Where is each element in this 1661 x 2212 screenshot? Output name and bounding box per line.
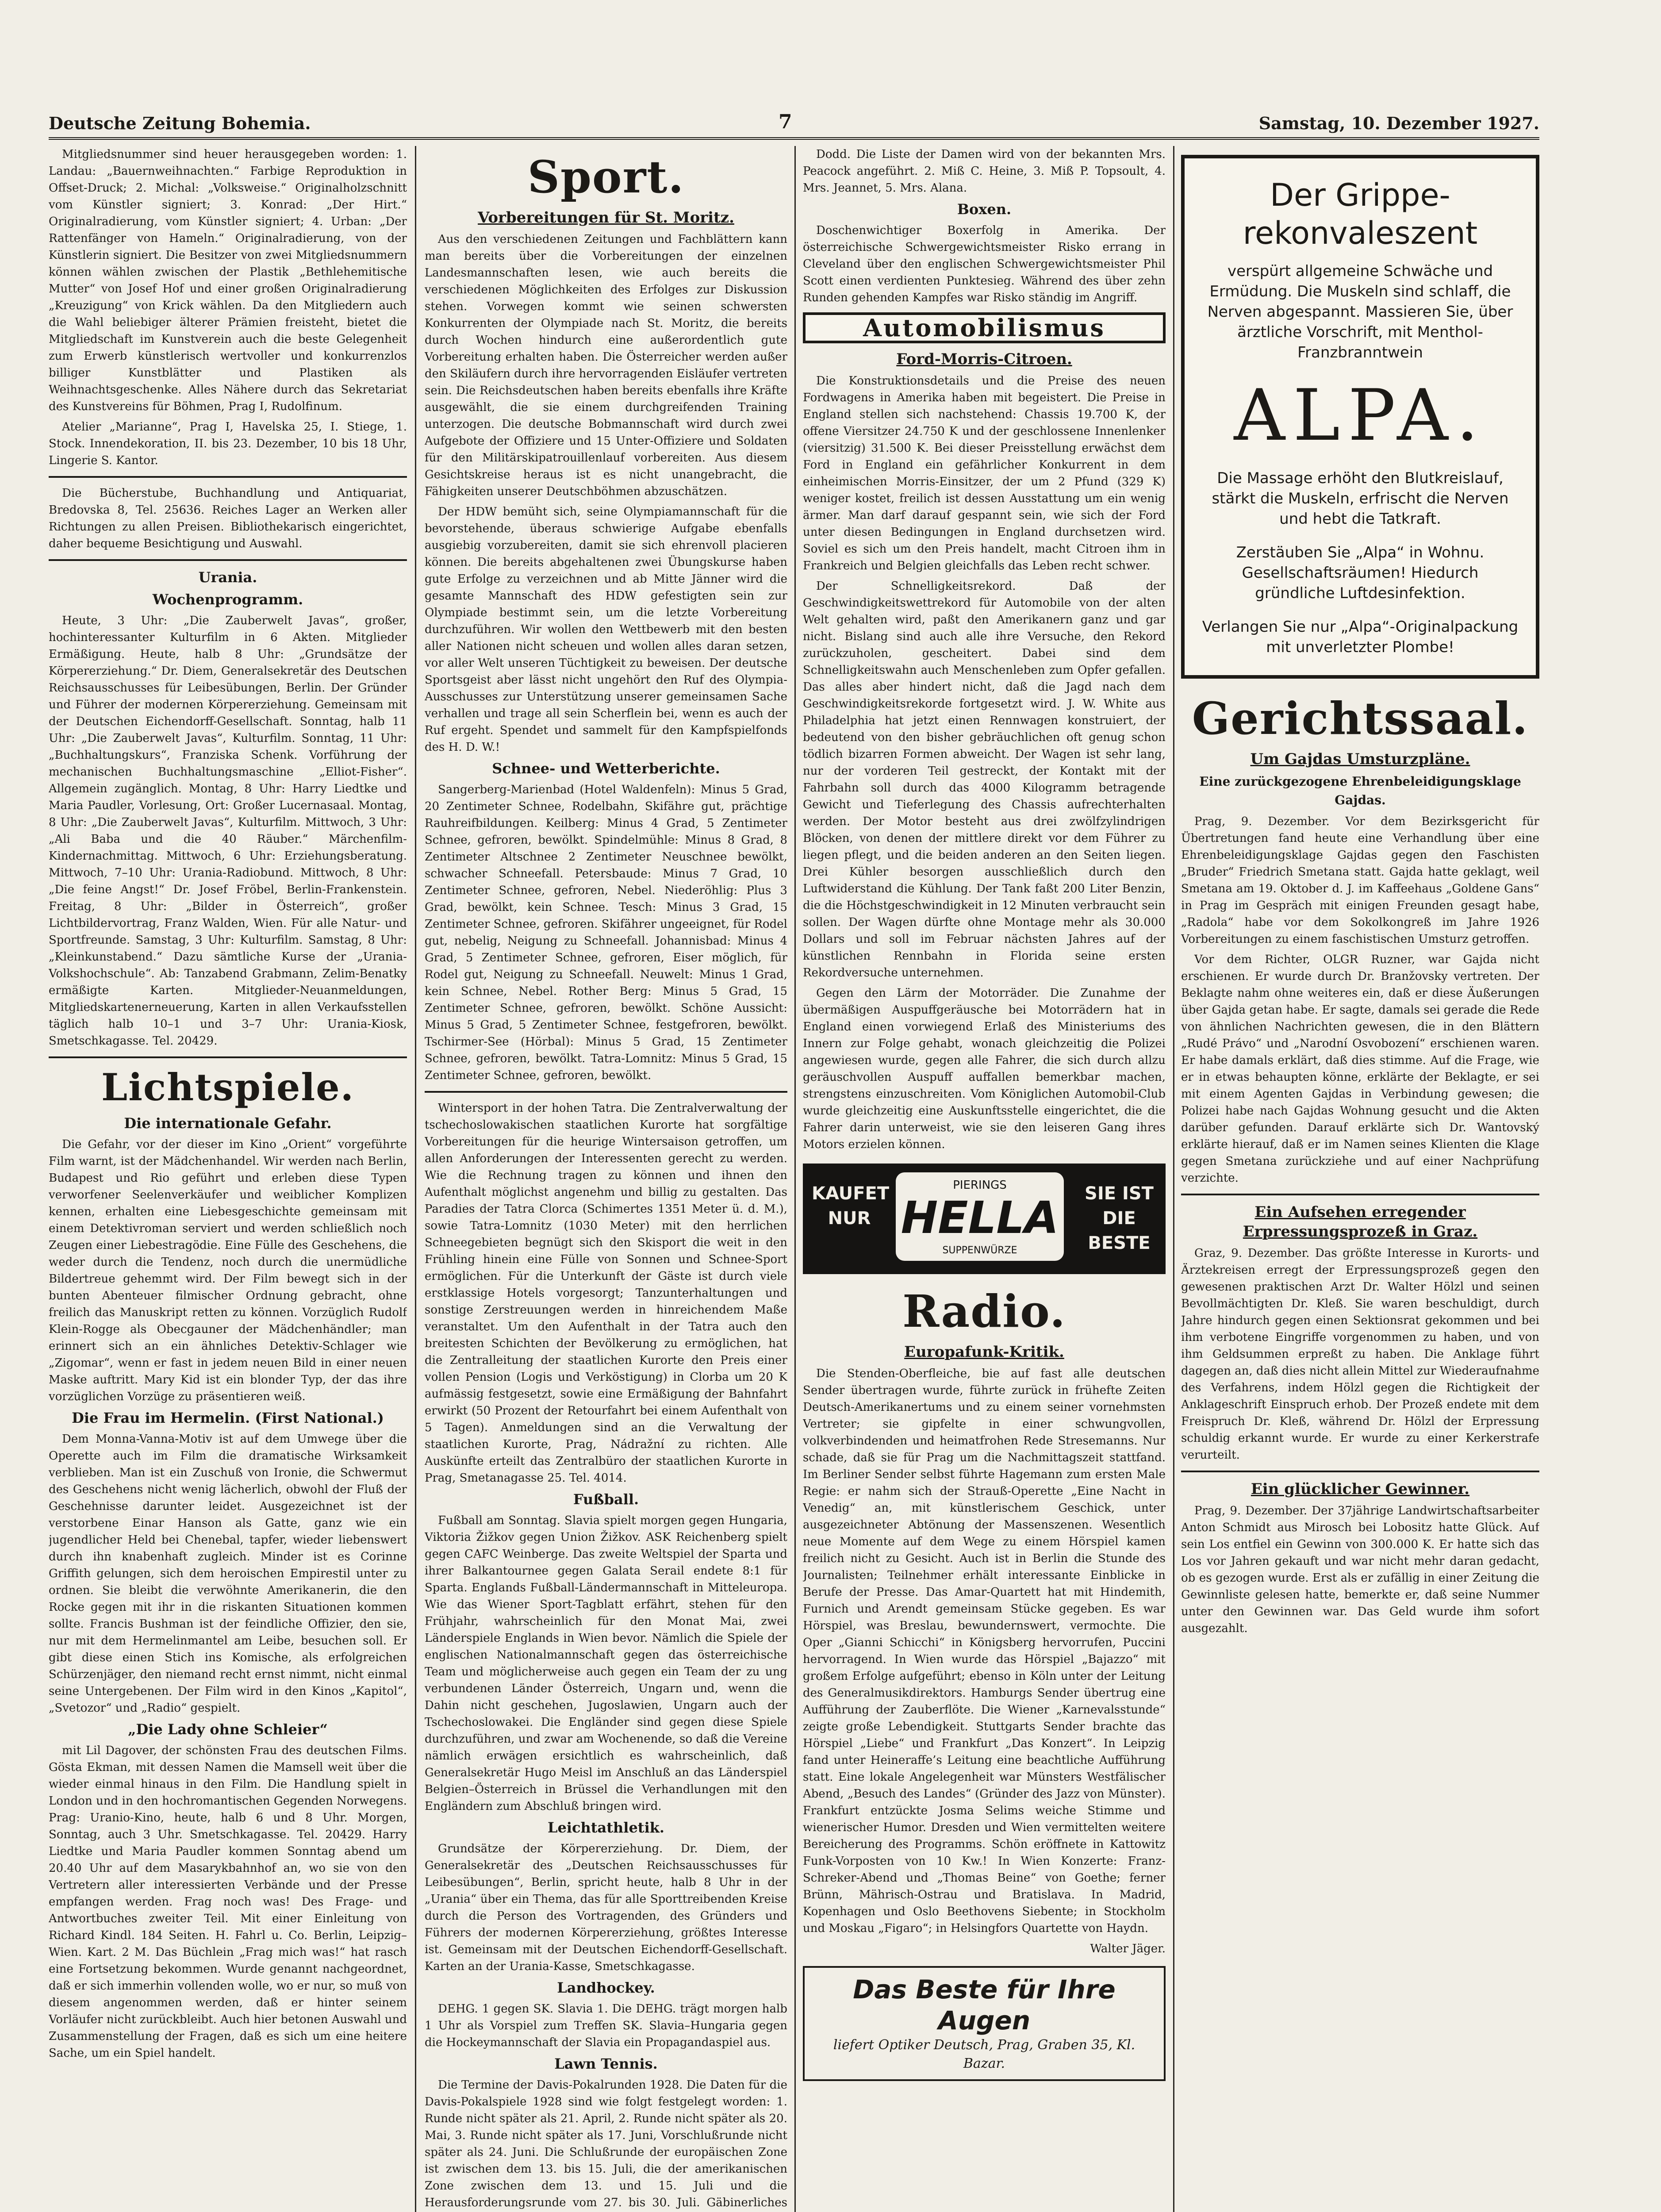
urania-title: Urania. xyxy=(198,569,257,586)
article-paragraph: Dodd. Die Liste der Damen wird von der bekannten Mrs. Peacock angeführt. 2. Miß C. Heine, 3. Miß P. Topsoult, 4. Mrs. Jeannet, 5. Mrs. Alana. xyxy=(803,148,1166,195)
article-headline: Die Frau im Hermelin. (First National.) xyxy=(72,1409,384,1426)
issue-date: Samstag, 10. Dezember 1927. xyxy=(1258,113,1539,133)
article-paragraph: Dem Monna-Vanna-Motiv ist auf dem Umwege über die Operette auch im Film die dramatische Wirksamkeit verblieben. Man ist ein Zuschuß von Ironie, die Schwermut des Geschehens nicht wenig lächerlich, obwohl der Fluß der Geschehnisse darunter leidet. Ausgezeichnet ist der verstorbene Einar Hanson als Gatte, ganz wie ein jugendlicher Held bei Chenebal, tapfer, wieder liebenswert durch ihn knabenhaft zugleich. Minder ist es Corinne Griffith gelungen, sich dem heroischen Empirestil unter zu ordnen. Sie bleibt die verwöhnte Amerikanerin, die den Rocke gegen mit ihr in die riskanten Situationen kommen sollte. Francis Bushman ist der feindliche Offizier, den sie, nur mit dem Hermelinmantel am Leibe, besuchen soll. Er gibt diese einen Stich ins Komische, als erfolgreichen Schürzenjäger, den niemand recht ernst nimmt, nicht einmal seine Untergebenen. Der Film wird in den Kinos „Kapitol“, „Svetozor“ und „Radio“ gespielt. xyxy=(49,1432,407,1715)
column-4 xyxy=(1181,146,1539,2212)
article-headline: Ein Aufsehen erregender Erpressungsprozeß in Graz. xyxy=(1243,1203,1478,1240)
article-paragraph: Die Konstruktionsdetails und die Preise des neuen Fordwagens in Amerika haben mit begeistert. Die Preise in England stellen sich nachstehend: Chassis 19.700 K, der offene Viersitzer 24.750 K und der geschlossene Innenlenker (viersitzig) 31.500 K. Bei dieser Preisstellung erwächst dem Ford in England ein gefährlicher Konkurrent in dem einheimischen Morris-Einsitzer, der um 2 Pfund (329 K) weniger kostet, freilich ist dessen Ausstattung um ein wenig ärmer. Man darf darauf gespannt sein, wie sich der Ford unter diesen Bedingungen in England durchsetzen wird. Soviel es sich um den Preis handelt, macht Citroen ihm in Frankreich und Belgien gleichfalls das Leben recht schwer. xyxy=(803,374,1166,572)
article-headline: Fußball. xyxy=(573,1491,639,1508)
optiker-headline: Das Beste für Ihre Augen xyxy=(853,1974,1116,2035)
article-headline: Ein glücklicher Gewinner. xyxy=(1251,1480,1470,1498)
column-3 xyxy=(803,146,1166,2212)
hella-logo xyxy=(896,1172,1064,1261)
alpa-brand: ALPA. xyxy=(1234,374,1487,457)
article-paragraph: Der HDW bemüht sich, seine Olympiamannschaft für die bevorstehende, überaus schwierige Aufgabe ebenfalls ausgiebig vorzubereiten, damit sie sich ehrenvoll placieren können. Die bereits abgehaltenen zwei Übungskurse haben gute Erfolge zu verzeichnen und ab Mitte Jänner wird die gesamte Mannschaft des HDW gefestigten sein zur Olympiade bestimmt sein, um die letzte Vorbereitung durchzuführen. Wir wollen den Wettbewerb mit den besten aller Nationen nicht scheuen und wollen alles daran setzen, vor aller Welt unseren Tüchtigkeit zu beweisen. Der deutsche Sportsgeist aber lässt nicht ungehört den Ruf des Olympia-Ausschusses zur Unterstützung unserer gemeinsamen Sache verhallen und trage all sein Scherflein bei, wenn es auch der Ruf ergeht. Spendet und sammelt für den Kampfspielfonds des H. D. W.! xyxy=(425,505,787,754)
article-paragraph: Graz, 9. Dezember. Das größte Interesse in Kurorts- und Ärztekreisen erregt der Erpressungsprozeß gegen den gewesenen praktischen Arzt Dr. Walter Hölzl und seinen Bevollmächtigten Dr. Kleß. Sie waren beschuldigt, durch Jahre hindurch gegen einen Sektionsrat gekommen und bei ihm verbotene Eingriffe vorgenommen zu haben, und von ihm Geldsummen erpreßt zu haben. Die Anklage führt dagegen an, daß dies nicht allein Mittel zur Wiederaufnahme des Verfahrens, indem Hölzl gegen die Richtigkeit der Anklageschrift Einspruch erhob. Der Prozeß endete mit dem Freispruch Dr. Kleß, während Dr. Hölzl der Erpressung schuldig erkannt wurde. Er wurde zu einer Kerkerstrafe verurteilt. xyxy=(1181,1247,1539,1462)
column-rule xyxy=(1173,146,1174,2212)
article-paragraph: Der Schnelligkeitsrekord. Daß der Geschwindigkeitswettrekord für Automobile von der alten Welt gehalten wird, paßt den Amerikanern ganz und gar nicht. Bislang sind auch alle ihre Versuche, den Rekord zurückzuholen, gescheitert. Dabei sind dem Schnelligkeitswahn auch Menschenleben zum Opfer gefallen. Das alles aber hindert nicht, daß die Jagd nach dem Geschwindigkeitsrekorde fortgesetzt wird. J. W. White aus Philadelphia hat jetzt einen Rennwagen konstruiert, der bedeutend von den bisher gebräuchlichen oft genug schon tödlich bizarren Formen abweicht. Der Wagen ist sehr lang, nur der vorderen Teil gestreckt, der Kontakt mit der Fahrbahn soll durch das 4000 Kilogramm betragende Gewicht und Tieferlegung des Chassis aufrechterhalten werden. Der Motor besteht aus drei zwölfzylindrigen Blöcken, von denen der mittlere direkt vor dem Führer zu liegen pflegt, und die beiden anderen an den Seiten liegen. Drei Kühler besorgen ausschließlich durch den Luftwiderstand die Kühlung. Der Tank faßt 200 Liter Benzin, die die Höchstgeschwindigkeit in 12 Minuten verbraucht sein sollen. Der Wagen dürfte ohne Montage mehr als 30.000 Dollars und soll im Februar nächsten Jahres auf der künstlichen Rennbahn in Florida seine ersten Rekordversuche unternehmen. xyxy=(803,580,1166,979)
article-headline: Schnee- und Wetterberichte. xyxy=(492,760,720,777)
author-signature: Walter Jäger. xyxy=(1090,1942,1166,1955)
alpa-text: Die Massage erhöht den Blutkreislauf, stärkt die Muskeln, erfrischt die Nerven und hebt die Tatkraft. xyxy=(1212,469,1509,528)
page-number: 7 xyxy=(779,111,792,133)
optiker-address: liefert Optiker Deutsch, Prag, Graben 35, Kl. Bazar. xyxy=(833,2037,1135,2071)
section-title-sport: Sport. xyxy=(527,151,685,203)
article-paragraph: Die Gefahr, vor der dieser im Kino „Orient“ vorgeführte Film warnt, ist der Mädchenhandel. Wir werden nach Berlin, Budapest und Rio geführt und erleben diese Typen verworfener Seelenverkäufer und weiblicher Komplizen kennen, erhalten eine Liebesgeschichte gemeinsam mit einem Detektivroman serviert und werden schließlich noch Zeugen einer Liebestragödie. Eine Fülle des Geschehens, die weder durch die Tendenz, noch durch die unermüdliche Bildertreue gehemmt wird. Der Film bewegt sich in der bunten Abenteuer filmischer Ordnung gebracht, ohne freilich das Manuskript retten zu können. Vorzüglich Rudolf Klein-Rogge als Obecgauner der Mädchenhändler; man erinnert sich an ein ähnliches Detektiv-Schlager wie „Zigomar“, wenn er fast in jedem neuen Bild in einer neuen Maske auftritt. Mary Kid ist ein blonder Typ, der das ihre vorzüglichen Vorzüge zu präsentieren weiß. xyxy=(49,1138,407,1403)
article-paragraph: Sangerberg-Marienbad (Hotel Waldenfeln): Minus 5 Grad, 20 Zentimeter Schnee, Rodelbahn, Skifähre gut, prächtige Rauhreifbildungen. Keilberg: Minus 4 Grad, 5 Zentimeter Schnee, gefroren, bewölkt. Spindelmühle: Minus 8 Grad, 8 Zentimeter Altschnee 2 Zentimeter Neuschnee bewölkt, schwacher Schneefall. Petersbaude: Minus 7 Grad, 10 Zentimeter Schnee, gefroren, Nebel. Niederöhlig: Plus 3 Grad, bewölkt, kein Schnee. Tesch: Minus 3 Grad, 15 Zentimeter Schnee, gefroren. Skifährer ungeeignet, für Rodel gut, nebelig, Neigung zu Schneefall. Johannisbad: Minus 4 Grad, 5 Zentimeter Schnee, gefroren, Eiser möglich, für Rodel gut, Neigung zu Schneefall. Neuwelt: Minus 1 Grad, kein Schnee, Nebel. Rother Berg: Minus 5 Grad, 15 Zentimeter Schnee, gefroren, bewölkt. Schöne Aussicht: Minus 5 Grad, 5 Zentimeter Schnee, festgefroren, bewölkt. Tschirmer-See (Hörbal): Minus 5 Grad, 15 Zentimeter Schnee, gefroren, bewölkt. Tatra-Lomnitz: Minus 5 Grad, 15 Zentimeter Schnee, gefroren, bewölkt. xyxy=(425,783,787,1082)
hella-advertisement xyxy=(803,1164,1166,1274)
section-title-radio: Radio. xyxy=(902,1285,1066,1337)
divider xyxy=(49,559,407,561)
column-1 xyxy=(49,146,407,2212)
article-paragraph: Grundsätze der Körpererziehung. Dr. Diem, der Generalsekretär des „Deutschen Reichsausschusses für Leibesübungen“, Berlin, spricht heute, halb 8 Uhr in der „Urania“ über ein Thema, das für alle Sporttreibenden Kreise durch die Person des Vortragenden, des Gründers und Führers der modernen Körpererziehung, größtes Interesse ist. Gemeinsam mit der Deutschen Eichendorff-Gesellschaft. Karten an der Urania-Kasse, Smetschkagasse. xyxy=(425,1842,787,1973)
column-rule xyxy=(415,146,416,2212)
column-2 xyxy=(425,146,787,2212)
article-paragraph: Die Bücherstube, Buchhandlung und Antiquariat, Bredovska 8, Tel. 25636. Reiches Lager an Werken aller Richtungen zu allen Preisen. Bibliothekarisch eingerichtet, daher bequeme Besichtigung und Auswahl. xyxy=(49,487,407,550)
article-paragraph: Heute, 3 Uhr: „Die Zauberwelt Javas“, großer, hochinteressanter Kulturfilm in 6 Akten. Mitglieder Ermäßigung. Heute, halb 8 Uhr: „Grundsätze der Körpererziehung.“ Dr. Diem, Generalsekretär des Deutschen Reichsausschusses für Leibesübungen, Berlin. Der Gründer und Führer der modernen Körpererziehung. Gemeinsam mit der Deutschen Eichendorff-Gesellschaft. Sonntag, halb 11 Uhr: „Die Zauberwelt Javas“, Kulturfilm. Sonntag, 11 Uhr: „Buchhaltungskurs“, Franziska Schenk. Vorführung der mechanischen Buchhaltungsmaschine „Elliot-Fisher“. Allgemein zugänglich. Montag, 8 Uhr: Harry Liedtke und Maria Paudler, Vorlesung, Ort: Großer Lucernasaal. Montag, 8 Uhr: „Die Zauberwelt Javas“, Kulturfilm. Mittwoch, 3 Uhr: „Ali Baba und die 40 Räuber.“ Märchenfilm-Kindernachmittag. Mittwoch, 6 Uhr: Erziehungsberatung. Mittwoch, 7–10 Uhr: Urania-Radiobund. Mittwoch, 8 Uhr: „Die feine Angst!“ Dr. Josef Fröbel, Berlin-Frankenstein. Freitag, 8 Uhr: „Bilder in Österreich“, großer Lichtbildervortrag, Franz Walden, Wien. Für alle Natur- und Sportfreunde. Samstag, 3 Uhr: Kulturfilm. Samstag, 8 Uhr: „Kleinkunstabend.“ Dazu sämtliche Kurse der „Urania-Volkshochschule“. Ab: Tanzabend Grabmann, Zelim-Benatky ermäßigte Karten. Mitglieder-Neuanmeldungen, Mitgliedskartenerneuerung, Karten in allen Verkaufsstellen täglich halb 10–1 und 3–7 Uhr: Urania-Kiosk, Smetschkagasse. Tel. 20429. xyxy=(49,614,407,1048)
article-paragraph: Doschenwichtiger Boxerfolg in Amerika. Der österreichische Schwergewichtsmeister Risko errang in Cleveland über den englischen Schwergewichtsmeister Phil Scott einen verdienten Punktesieg. Während des über zehn Runden gehenden Kampfes war Risko ständig im Angriff. xyxy=(803,224,1166,304)
article-headline: Lawn Tennis. xyxy=(554,2055,658,2072)
article-headline: Vorbereitungen für St. Moritz. xyxy=(478,209,734,227)
article-paragraph: mit Lil Dagover, der schönsten Frau des deutschen Films. Gösta Ekman, mit dessen Namen die Mamsell weit über die wieder einmal hinaus in den Film. Die Handlung spielt in London und in den hochromantischen Gegenden Norwegens. Prag: Uranio-Kino, heute, halb 6 und 8 Uhr. Morgen, Sonntag, auch 3 Uhr. Smetschkagasse. Tel. 20429. Harry Liedtke und Maria Paudler kommen Sonntag abend um 20.40 Uhr auf dem Masarykbahnhof an, wo sie von den Vertretern aller interessierten Verbände und der Presse empfangen werden. Frag noch was! Des Frage- und Antwortbuches zweiter Teil. Mit einer Einleitung von Richard Kindl. 184 Seiten. H. Fahrl u. Co. Berlin, Leipzig–Wien. Kart. 2 M. Das Büchlein „Frag mich was!“ hat rasch eine Fortsetzung bekommen. Wurde genannt nachgeordnet, daß er sich immerhin vollenden wolle, wo er nur, so muß von diesem angenommen werden, daß er hinter seinem Vorläufer nicht zurückbleibt. Auch hier betonen Auswahl und Zusammenstellung der Fragen, daß es sich um eine heitere Sache, um ein Spiel handelt. xyxy=(49,1744,407,2060)
hella-logo-top: PIERINGS xyxy=(953,1179,1007,1192)
alpa-text: verspürt allgemeine Schwäche und Ermüdung. Die Muskeln sind schlaff, die Nerven abgespannt. Massieren Sie, über ärztliche Vorschrift, mit Menthol-Franzbranntwein xyxy=(1207,262,1513,361)
section-title-gerichtssaal: Gerichtssaal. xyxy=(1192,692,1529,745)
column-rule xyxy=(794,146,796,2212)
article-paragraph: Fußball am Sonntag. Slavia spielt morgen gegen Hungaria, Viktoria Žižkov gegen Union Žižkov. ASK Reichenberg spielt gegen CAFC Weinberge. Das zweite Weltspiel der Sparta und ihrer Balkantournee gegen Galata Serail endete 8:1 für Sparta. Englands Fußball-Ländermannschaft in Mitteleuropa. Wie das Wiener Sport-Tagblatt erfährt, stehen für den Frühjahr, wahrscheinlich für den Monat Mai, zwei Länderspiele Englands in Wien bevor. Nämlich die Spiele der englischen Nationalmannschaft gegen das österreichische Team und möglicherweise auch gegen ein Team der zu ung verbundenen Länder Österreich, Ungarn und, wenn die Dahin nicht geschehen, Jugoslawien, Ungarn auch der Tschechoslowakei. Die Engländer sind gegen diese Spiele durchzuführen, und zwar am Wochenende, so daß die Vereine nämlich erwägen ersichtlich es wahrscheinlich, daß Generalsekretär Hugo Meisl im Anschluß an das Länderspiel Belgien–Österreich in Brüssel die Verhandlungen mit den Engländern zum Abschluß bringen wird. xyxy=(425,1514,787,1813)
article-paragraph: Prag, 9. Dezember. Vor dem Bezirksgericht für Übertretungen fand heute eine Verhandlung über eine Ehrenbeleidigungsklage Gajdas gegen den Faschisten „Bruder“ Friedrich Smetana statt. Gajda hatte geklagt, weil Smetana am 19. Oktober d. J. im Kaffeehaus „Goldene Gans“ in Prag im Gespräch mit einigen Freunden gesagt habe, „Radola“ habe vor dem Sokolkongreß im Jahre 1926 Vorbereitungen zu einem faschistischen Umsturz getroffen. xyxy=(1181,815,1539,946)
article-paragraph: Gegen den Lärm der Motorräder. Die Zunahme der übermäßigen Auspuffgeräusche bei Motorrädern hat in England einen vorwiegend Erlaß des Ministeriums des Innern zur Folge gehabt, wonach gleichzeitig die Polizei angewiesen wurde, gegen alle Fahrer, die sich durch allzu geräuschvollen Auspuff auffallen bemerkbar machen, strengstens einzuschreiten. Vom Königlichen Automobil-Club wurde gleichzeitig eine Auskunftsstelle eingerichtet, die die Fahrer darin unterweist, wie sie den leiseren Gang ihres Motors erzielen können. xyxy=(803,987,1166,1151)
section-banner-automobilismus: Automobilismus xyxy=(803,312,1166,343)
alpa-advertisement xyxy=(1181,155,1539,679)
article-headline: Europafunk-Kritik. xyxy=(904,1343,1064,1361)
urania-subtitle: Wochenprogramm. xyxy=(152,591,303,608)
hella-logo-brand: HELLA xyxy=(901,1192,1059,1244)
article-headline: Landhockey. xyxy=(557,1979,655,1996)
article-paragraph: Wintersport in der hohen Tatra. Die Zentralverwaltung der tschechoslowakischen staatlichen Kurorte hat sorgfältige Vorbereitungen für die heurige Wintersaison getroffen, um allen Anforderungen der Interessenten gerecht zu werden. Wie die Rechnung tragen zu können und ihnen den Aufenthalt möglichst angenehm und billig zu gestalten. Das Paradies der Tatra Clorca (Schimertes 1351 Meter ü. d. M.), sowie Tatra-Lomnitz (1030 Meter) mit den herrlichen Schneegebieten begnügt sich den Skisport die weit in den Frühling hinein eine Fülle von Sonnen und Schnee-Sport ermöglichen. Für die Unterkunft der Gäste ist durch viele erstklassige Hotels vorgesorgt; Tanzunterhaltungen und sonstige Zerstreuungen werden in hinreichendem Maße veranstaltet. Um den Aufenthalt in der Tatra auch den breitesten Schichten der Bevölkerung zu ermöglichen, hat die Zentralleitung der staatlichen Kurorte den Preis einer vollen Pension (Logis und Verköstigung) in Clorba um 20 K aufmässig festgesetzt, sowie eine Ermäßigung der Bahnfahrt erwirkt (50 Prozent der Retourfahrt bei einem Aufenthalt von 5 Tagen). Anmeldungen sind an die Verwaltung der staatlichen Kurorte, Prag, Nádražní zu richten. Alle Auskünfte erteilt das Zentralbüro der staatlichen Kurorte in Prag, Smetanagasse 25. Tel. 4014. xyxy=(425,1102,787,1485)
article-headline: Die internationale Gefahr. xyxy=(124,1115,332,1132)
hella-logo-bottom: SUPPENWÜRZE xyxy=(942,1245,1017,1256)
divider xyxy=(1181,1471,1539,1472)
alpa-text: Verlangen Sie nur „Alpa“-Originalpackung mit unverletzter Plombe! xyxy=(1202,618,1519,656)
section-title-lichtspiele: Lichtspiele. xyxy=(101,1065,354,1109)
article-paragraph: Die Stenden-Oberfleiche, bie auf fast alle deutschen Sender übertragen wurde, führte zurück in frühefte Zeiten Deutsch-Amerikanertums und zu einem seiner vornehmsten Vertreter; sie gipfelte in einer schwungvollen, volkverbindenden und heimatfrohen Rede Stresemanns. Nur schade, daß sie für Prag um die Nachmittagszeit stattfand. Im Berliner Sender selbst führte Hagemann zum ersten Male Regie: er nahm sich der Strauß-Operette „Eine Nacht in Venedig“ an, mit künstlerischem Geschick, unter ausgezeichneter Abtönung der Massenszenen. Wesentlich neue Momente auf dem Wege zu einem Hörspiel kamen freilich nicht zu Gesicht. Auch ist in Berlin die Stunde des Journalisten; Teilnehmer erhält interessante Einblicke in Berufe der Presse. Das Amar-Quartett hat mit Hindemith, Furnich und Arendt gemeinsam Stücke gegeben. Es war Hörspiel, was Breslau, bewundernswert, vermochte. Die Oper „Gianni Schicchi“ in Königsberg hervorrufen, Puccini hervorragend. In Wien wurde das Hörspiel „Bajazzo“ mit großem Erfolge aufgeführt; ebenso in Köln unter der Leitung des Generalmusikdirektors. Hamburgs Sender übertrug eine Aufführung der Zauberflöte. Die Wiener „Karnevalsstunde“ zeigte große Lebendigkeit. Stuttgarts Sender brachte das Hörspiel „Liebe“ und Frankfurt „Das Konzert“. In Leipzig fand unter Heineraffe’s Leitung eine beachtliche Aufführung statt. Eine lokale Angelegenheit war Münsters Westfälischer Abend, „Besuch des Landes“ (Gründer des Jazz von Münster). Frankfurt entzückte Josma Selims weiche Stimme und wienerischer Humor. Dresden und Wien vermittelten weitere Bereicherung des Programms. Schön eröffnete in Kattowitz Funk-Vorposten von 10 Kw.! In Wien Konzerte: Franz-Schreker-Abend und „Thomas Beine“ von Goethe; ferner Brünn, Mährisch-Ostrau und Bratislava. In Madrid, Kopenhagen und Oslo Beethovens Siebente; in Stockholm und Moskau „Figaro“; in Helsingfors Quartette von Haydn. xyxy=(803,1367,1166,1935)
article-paragraph: Vor dem Richter, OLGR Ruzner, war Gajda nicht erschienen. Er wurde durch Dr. Branžovsky vertreten. Der Beklagte nahm ohne weiteres ein, daß er diese Äußerungen über Gajda getan habe. Er sagte, damals sei gerade die Rede von ähnlichen Nachrichten gewesen, die in den Blättern „Rudé Právo“ und „Narodní Osvobození“ erschienen waren. Er habe damals erklärt, daß dies stimme. Auf die Frage, wie er in etwas behaupten könne, erklärte der Beklagte, er sei mit einem Agenten Gajdas in Verbindung gewesen; die Polizei habe nach Gajdas Wohnung gesucht und die Akten darüber gefunden. Darauf erklärte sich Dr. Wantovský erklärte hierauf, daß er im Namen seines Klienten die Klage gegen Smetana zurückziehe und auf einer Nachprüfung verzichte. xyxy=(1181,953,1539,1185)
article-subheadline: Eine zurückgezogene Ehrenbeleidigungsklage Gajdas. xyxy=(1199,774,1521,807)
article-headline: Ford-Morris-Citroen. xyxy=(896,350,1072,368)
article-paragraph: Mitgliedsnummer sind heuer herausgegeben worden: 1. Landau: „Bauernweihnachten.“ Farbige Reproduktion in Offset-Druck; 2. Michal: „Volksweise.“ Originalholzschnitt vom Künstler signiert; 3. Konrad: „Der Hirt.“ Originalradierung, vom Künstler signiert; 4. Urban: „Der Rattenfänger von Hameln.“ Originalradierung, von der Künstlerin signiert. Die Besitzer von zwei Mitgliedsnummern können wählen zwischen der Plastik „Bethlehemitische Mutter“ von Josef Hof und einer großen Originalradierung „Kreuzigung“ von Krick wählen. Da den Mitgliedern auch die Wahl beliebiger älterer Prämien freisteht, bietet die Mitgliedschaft im Kunstverein auch die beste Gelegenheit zum Erwerb künstlerisch wertvoller und konkurrenzlos billiger Kunstblätter und Plastiken als Weihnachtsgeschenke. Alles Nähere durch das Sekretariat des Kunstvereins für Böhmen, Prag I, Rudolfinum. xyxy=(49,148,407,413)
divider xyxy=(425,1091,787,1093)
divider xyxy=(49,1056,407,1058)
article-paragraph: Prag, 9. Dezember. Der 37jährige Landwirtschaftsarbeiter Anton Schmidt aus Mirosch bei Lobositz hatte Glück. Auf sein Los entfiel ein Gewinn von 300.000 K. Er hatte sich das Los vor Jahren gekauft und war nicht mehr daran gedacht, ob es gezogen wurde. Erst als er zufällig in einer Zeitung die Gewinnliste gelesen hatte, bemerkte er, daß seine Nummer unter den Gewinnen war. Das Geld wurde ihm sofort ausgezahlt. xyxy=(1181,1504,1539,1635)
article-paragraph: Die Termine der Davis-Pokalrunden 1928. Die Daten für die Davis-Pokalspiele 1928 sind wie folgt festgelegt worden: 1. Runde nicht später als 21. April, 2. Runde nicht später als 20. Mai, 3. Runde nicht später als 17. Juni, Vorschlußrunde nicht später als 24. Juni. Die Schlußrunde der europäischen Zone ist zwischen dem 13. bis 15. Juli, die der amerikanischen Zone zwischen dem 13. und 15. Juli und die Herausforderungsrunde vom 27. bis 30. Juli. Gäbinerliches xyxy=(425,2078,787,2209)
article-paragraph: Atelier „Marianne“, Prag I, Havelska 25, I. Stiege, 1. Stock. Innendekoration, II. bis 23. Dezember, 10 bis 18 Uhr, Lingerie S. Kantor. xyxy=(49,420,407,467)
article-headline: Leichtathletik. xyxy=(547,1819,665,1836)
article-headline: Um Gajdas Umsturzpläne. xyxy=(1250,750,1470,768)
alpa-headline: Der Grippe-rekonvaleszent xyxy=(1243,177,1478,251)
article-headline: Boxen. xyxy=(957,201,1012,218)
divider xyxy=(49,476,407,478)
divider xyxy=(1181,1194,1539,1195)
article-paragraph: DEHG. 1 gegen SK. Slavia 1. Die DEHG. trägt morgen halb 1 Uhr als Vorspiel zum Treffen SK. Slavia–Hungaria gegen die Hockeymannschaft der Slavia ein Propagandaspiel aus. xyxy=(425,2002,787,2049)
article-headline: „Die Lady ohne Schleier“ xyxy=(128,1721,328,1738)
hella-right-text: SIE IST DIE BESTE xyxy=(1085,1183,1154,1253)
page-header xyxy=(49,111,1539,140)
alpa-text: Zerstäuben Sie „Alpa“ in Wohnu. Gesellschaftsräumen! Hiedurch gründliche Luftdesinfektion. xyxy=(1236,544,1485,602)
hella-left-text: KAUFET NUR xyxy=(812,1183,890,1229)
article-paragraph: Aus den verschiedenen Zeitungen und Fachblättern kann man bereits über die Vorbereitungen der einzelnen Landesmannschaften lesen, wie auch bereits die verschiedenen Möglichkeiten des Erfolges zur Diskussion stehen. Vorwegen kommt wie seinen schwersten Konkurrenten der Olympiade nach St. Moritz, die bereits durch Wochen hindurch eine außerordentlich gute Vorbereitung erhalten haben. Die Österreicher werden außer den Skiläufern durch ihre hervorragenden Eisläufer vertreten sein. Die Reichsdeutschen haben bereits ebenfalls ihre Kräfte ausgewählt, die sie einem durchgreifenden Training unterzogen. Die deutsche Bobmannschaft wird durch zwei Aufgebote der Offiziere und 15 Unter-Offiziere und Soldaten für den Militärskipatrouillenlauf vorbereiten. Aus diesem Gesichtskreise heraus ist es nicht unangebracht, die Fähigkeiten unserer Deutschböhmen abzuschätzen. xyxy=(425,233,787,498)
newspaper-name: Deutsche Zeitung Bohemia. xyxy=(49,113,311,133)
optiker-advertisement xyxy=(803,1966,1166,2081)
